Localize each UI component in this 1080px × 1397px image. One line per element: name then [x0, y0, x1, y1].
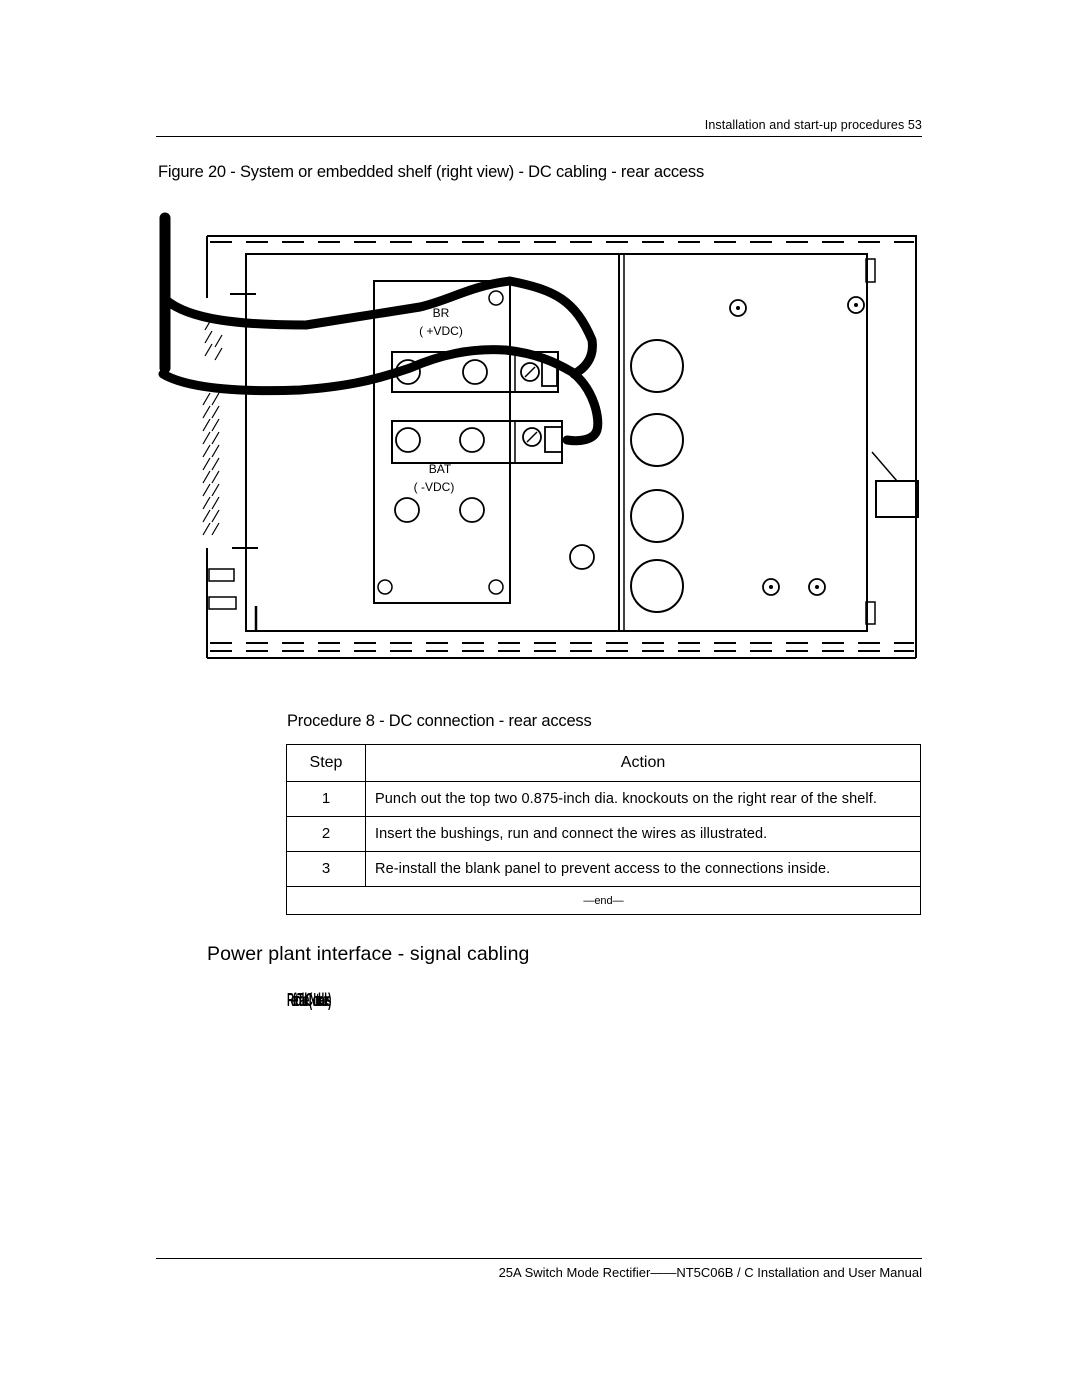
- column-header-action: Action: [366, 745, 921, 782]
- page-header: Installation and start-up procedures 53: [704, 118, 922, 132]
- left-tab-1: [209, 569, 234, 581]
- table-end-row: [287, 887, 921, 915]
- step-action: Insert the bushings, run and connect the wires as illustrated.: [366, 817, 921, 852]
- right-bracket: [876, 481, 918, 517]
- table-row: [287, 817, 921, 852]
- knockout-1: [631, 340, 683, 392]
- table-header-row: [287, 745, 921, 782]
- step-number: 1: [287, 782, 366, 817]
- step-number: 2: [287, 817, 366, 852]
- br-voltage-label: ( +VDC): [419, 324, 463, 338]
- plate-hole-bl: [378, 580, 392, 594]
- plate-hole-br: [489, 580, 503, 594]
- bat-lug: [545, 427, 562, 452]
- procedure-title: Procedure 8 - DC connection - rear access: [287, 712, 592, 730]
- br-terminal-2: [463, 360, 487, 384]
- table-row: [287, 782, 921, 817]
- column-header-step: Step: [287, 745, 366, 782]
- page-footer: 25A Switch Mode Rectifier——NT5C06B / C Installation and User Manual: [498, 1265, 922, 1280]
- knockout-2: [631, 414, 683, 466]
- section-heading: Power plant interface - signal cabling: [207, 943, 530, 965]
- knockout-3: [631, 490, 683, 542]
- garbled-body-text: Refer to Table C (Nortel cables): [287, 990, 329, 1010]
- step-action: Punch out the top two 0.875-inch dia. knockouts on the right rear of the shelf.: [366, 782, 921, 817]
- cable-br: [166, 281, 592, 374]
- inner-panel: [246, 254, 867, 631]
- plate-hole-top: [489, 291, 503, 305]
- footer-rule: [156, 1258, 922, 1259]
- bat-voltage-label: ( -VDC): [413, 480, 455, 494]
- bat-busbar: [392, 421, 562, 463]
- procedure-table: [286, 744, 921, 915]
- plate-stud-r: [460, 498, 484, 522]
- knockout-4: [631, 560, 683, 612]
- table-row: [287, 852, 921, 887]
- bat-terminal-2: [460, 428, 484, 452]
- br-label: BR: [432, 306, 450, 320]
- bracket-brace: [872, 452, 897, 481]
- step-action: Re-install the blank panel to prevent access to the connections inside.: [366, 852, 921, 887]
- plate-stud-l: [395, 498, 419, 522]
- figure-caption: Figure 20 - System or embedded shelf (right view) - DC cabling - rear access: [158, 163, 705, 181]
- left-hatching: [203, 318, 222, 535]
- step-number: 3: [287, 852, 366, 887]
- bat-terminal-1: [396, 428, 420, 452]
- end-marker: —end—: [287, 887, 921, 915]
- left-tab-2: [209, 597, 236, 609]
- bat-label: BAT: [428, 462, 452, 476]
- loose-hole: [570, 545, 594, 569]
